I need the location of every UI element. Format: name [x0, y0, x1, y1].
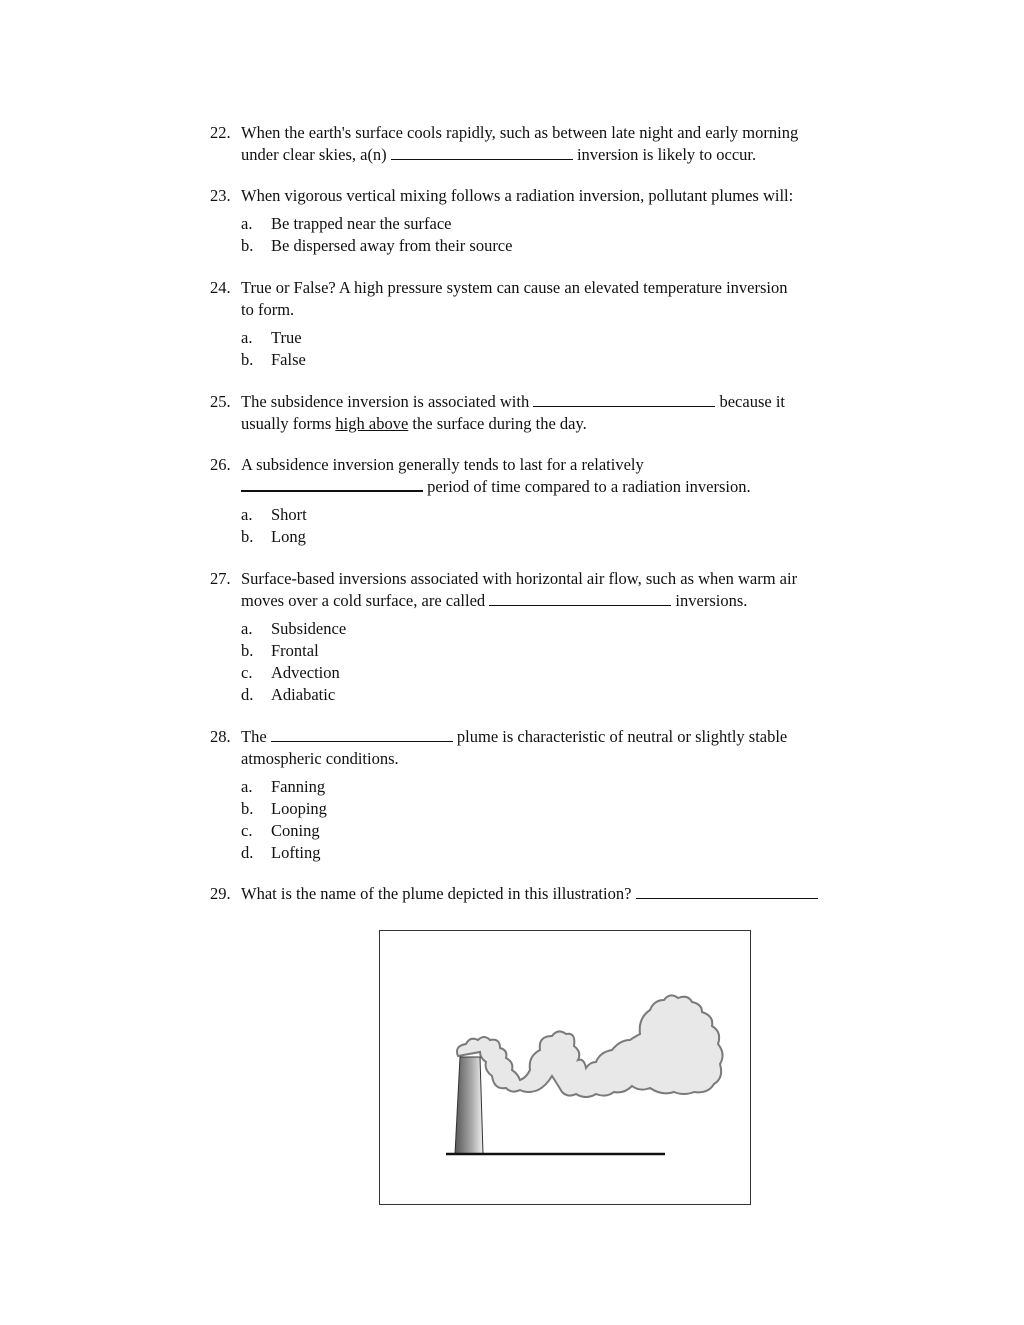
option-text: Coning	[271, 821, 320, 840]
question-text: When vigorous vertical mixing follows a radiation inversion, pollutant plumes will:	[241, 186, 794, 205]
option-text: Be dispersed away from their source	[271, 236, 513, 255]
option-label: b.	[241, 236, 254, 255]
question-text: The	[241, 727, 271, 746]
option[interactable]	[241, 526, 870, 548]
options-list	[241, 327, 870, 371]
question-25	[210, 391, 870, 435]
question-text: moves over a cold surface, are called	[241, 591, 490, 610]
option-label: d.	[241, 843, 254, 862]
option-label: a.	[241, 777, 253, 796]
question-22	[210, 122, 870, 166]
option-text: Adiabatic	[271, 685, 336, 704]
question-text: inversion is likely to occur.	[572, 145, 757, 164]
question-text: inversions.	[671, 591, 748, 610]
question-text: atmospheric conditions.	[241, 749, 399, 768]
option-text: Be trapped near the surface	[271, 214, 452, 233]
option-label: c.	[241, 821, 253, 840]
answer-blank[interactable]	[391, 145, 573, 160]
option-text: Lofting	[271, 843, 321, 862]
option-text: Subsidence	[271, 619, 347, 638]
question-number: 26.	[210, 455, 231, 474]
question-text: A subsidence inversion generally tends to last for a relatively	[241, 455, 644, 474]
question-number: 22.	[210, 123, 231, 142]
answer-blank[interactable]	[271, 727, 453, 742]
option[interactable]	[241, 504, 870, 526]
option-label: a.	[241, 214, 253, 233]
option[interactable]	[241, 235, 870, 257]
question-number: 23.	[210, 186, 231, 205]
question-text: the surface during the day.	[408, 414, 587, 433]
question-29	[210, 883, 870, 905]
option[interactable]	[241, 640, 870, 662]
question-23	[210, 185, 870, 257]
option-label: a.	[241, 619, 253, 638]
question-number: 28.	[210, 727, 231, 746]
question-text: What is the name of the plume depicted in this illustration?	[241, 884, 636, 903]
option[interactable]	[241, 842, 870, 864]
question-number: 27.	[210, 569, 231, 588]
question-number: 24.	[210, 278, 231, 297]
question-text: When the earth's surface cools rapidly, such as between late night and early morning	[241, 123, 799, 142]
option[interactable]	[241, 776, 870, 798]
options-list	[241, 213, 870, 257]
option-text: Fanning	[271, 777, 326, 796]
question-text: usually forms	[241, 414, 336, 433]
options-list	[241, 504, 870, 548]
option-text: Frontal	[271, 641, 319, 660]
option-label: b.	[241, 641, 254, 660]
question-number: 29.	[210, 884, 231, 903]
question-24	[210, 277, 870, 371]
question-text: The subsidence inversion is associated with	[241, 392, 534, 411]
answer-blank[interactable]	[636, 884, 818, 899]
answer-blank[interactable]	[533, 392, 715, 407]
option[interactable]	[241, 349, 870, 371]
question-text: to form.	[241, 300, 295, 319]
option-text: Long	[271, 527, 306, 546]
option[interactable]	[241, 618, 870, 640]
option[interactable]	[241, 820, 870, 842]
option-text: Short	[271, 505, 307, 524]
question-text: under clear skies, a(n)	[241, 145, 391, 164]
answer-blank[interactable]	[489, 591, 671, 606]
question-28	[210, 726, 870, 864]
question-27	[210, 568, 870, 706]
option[interactable]	[241, 327, 870, 349]
option-label: a.	[241, 505, 253, 524]
option[interactable]	[241, 798, 870, 820]
answer-blank[interactable]	[241, 476, 423, 492]
question-number: 25.	[210, 392, 231, 411]
option-label: a.	[241, 328, 253, 347]
option-label: c.	[241, 663, 253, 682]
option-label: d.	[241, 685, 254, 704]
options-list	[241, 776, 870, 864]
smokestack	[455, 1057, 483, 1154]
options-list	[241, 618, 870, 706]
underlined-text: high above	[335, 414, 409, 433]
option[interactable]	[241, 213, 870, 235]
question-text: period of time compared to a radiation inversion.	[423, 477, 751, 496]
option-text: True	[271, 328, 302, 347]
option[interactable]	[241, 662, 870, 684]
option[interactable]	[241, 684, 870, 706]
option-text: Looping	[271, 799, 327, 818]
option-label: b.	[241, 799, 254, 818]
option-text: Advection	[271, 663, 340, 682]
question-text: True or False? A high pressure system can cause an elevated temperature inversion	[241, 278, 788, 297]
question-text: Surface-based inversions associated with horizontal air flow, such as when warm air	[241, 569, 798, 588]
option-label: b.	[241, 527, 254, 546]
question-text: because it	[715, 392, 785, 411]
option-label: b.	[241, 350, 254, 369]
illustration-svg	[380, 931, 752, 1206]
question-26	[210, 454, 870, 548]
plume-cloud	[457, 995, 723, 1097]
option-text: False	[271, 350, 306, 369]
question-text: plume is characteristic of neutral or slightly stable	[452, 727, 788, 746]
plume-illustration	[379, 930, 751, 1205]
